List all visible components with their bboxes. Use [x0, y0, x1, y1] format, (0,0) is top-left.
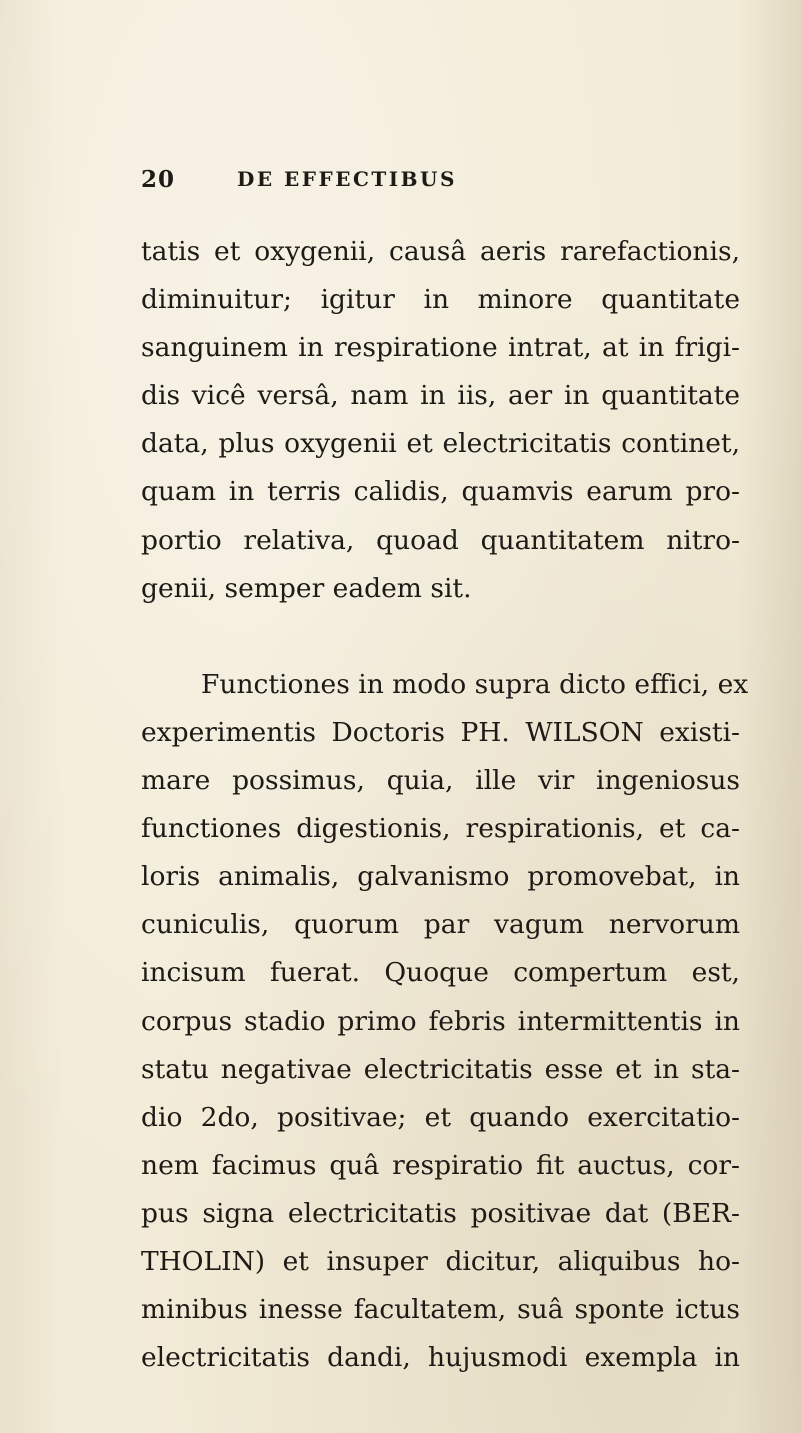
- body-text: [141, 228, 749, 1382]
- paragraph-1: [141, 228, 740, 613]
- text-line: tatis et oxygenii, causâ aeris rarefactionis,: [141, 236, 740, 267]
- running-title: DE EFFECTIBUS: [237, 167, 457, 191]
- text-line: functiones digestionis, respirationis, et ca-: [141, 813, 740, 845]
- text-line: THOLIN) et insuper dicitur, aliquibus ho-: [141, 1245, 740, 1277]
- paragraph-gap: [141, 613, 740, 661]
- text-line: cuniculis, quorum par vagum nervorum: [141, 909, 740, 941]
- text-line: dio 2do, positivae; et quando exercitatio-: [141, 1101, 740, 1133]
- paragraph-2: [141, 661, 749, 1382]
- text-line: Functiones in modo supra dicto effici, ex: [201, 668, 749, 700]
- text-line: data, plus oxygenii et electricitatis continet,: [141, 428, 740, 460]
- text-line: statu negativae electricitatis esse et in sta-: [141, 1053, 740, 1085]
- text-line: corpus stadio primo febris intermittentis in: [141, 1005, 740, 1037]
- text-line: portio relativa, quoad quantitatem nitro-: [141, 524, 740, 556]
- text-line: loris animalis, galvanismo promovebat, in: [141, 861, 740, 893]
- text-line: genii, semper eadem sit.: [141, 572, 472, 604]
- text-line: diminuitur; igitur in minore quantitate: [141, 284, 740, 316]
- text-line: nem facimus quâ respiratio fit auctus, cor-: [141, 1149, 740, 1181]
- running-head: [141, 166, 661, 198]
- text-line: electricitatis dandi, hujusmodi exempla in: [141, 1342, 740, 1374]
- text-line: mare possimus, quia, ille vir ingeniosus: [141, 765, 740, 797]
- text-line: pus signa electricitatis positivae dat (BER-: [141, 1197, 740, 1229]
- text-line: experimentis Doctoris PH. WILSON existi-: [141, 716, 740, 748]
- text-line: sanguinem in respiratione intrat, at in frigi-: [141, 332, 740, 364]
- text-line: incisum fuerat. Quoque compertum est,: [141, 957, 740, 989]
- text-line: dis vicê versâ, nam in iis, aer in quantitate: [141, 380, 740, 412]
- text-line: minibus inesse facultatem, suâ sponte ictus: [141, 1294, 740, 1326]
- text-line: quam in terris calidis, quamvis earum pro-: [141, 476, 740, 508]
- page-number: 20: [141, 166, 176, 193]
